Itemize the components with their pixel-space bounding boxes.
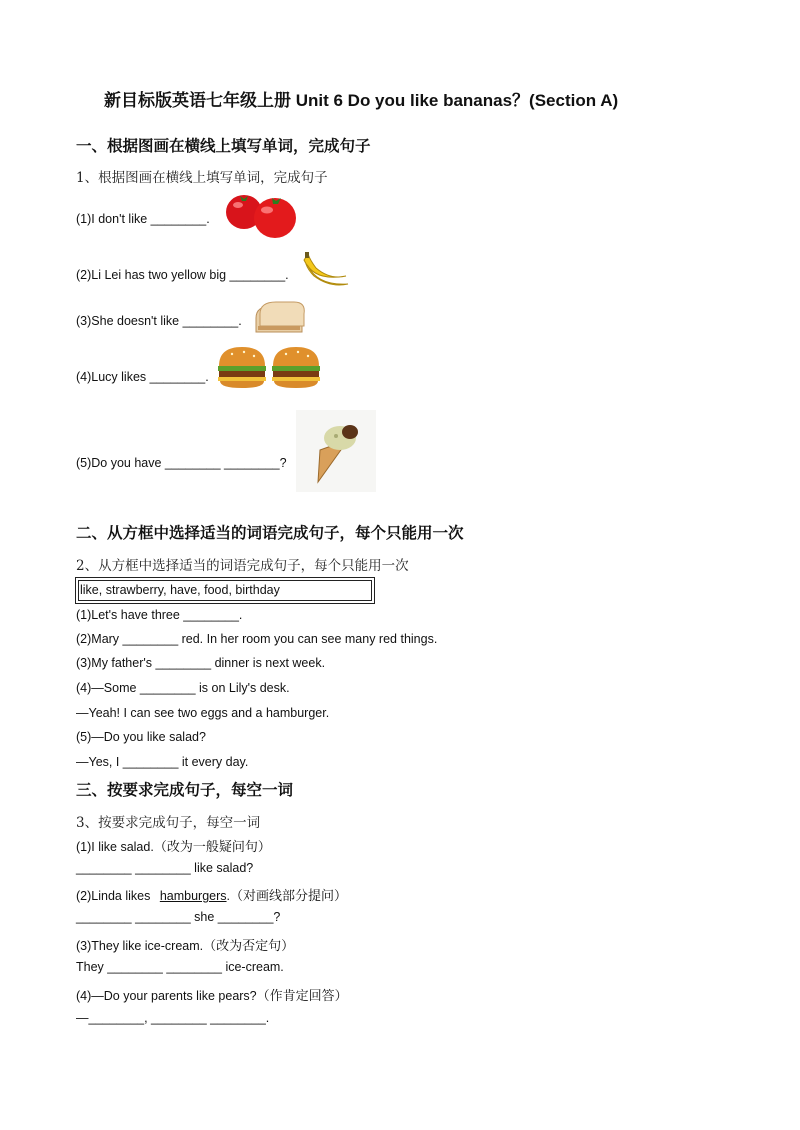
bananas-picture <box>300 250 352 290</box>
part3-q1-answer: ________ ________ like salad? <box>76 861 254 875</box>
word-box <box>75 577 375 604</box>
part3-q1 <box>76 836 271 855</box>
part1-item-3: (3)She doesn't like ________. <box>76 314 242 328</box>
part3-q2-answer: ________ ________ she ________? <box>76 910 281 924</box>
part1-item-4: (4)Lucy likes ________. <box>76 370 209 384</box>
part1-heading: 一、根据图画在横线上填写单词，完成句子 <box>76 138 371 155</box>
part3-q1-sentence: (1)I like salad. <box>76 840 154 854</box>
part2-heading: 二、从方框中选择适当的词语完成句子，每个只能用一次 <box>76 525 464 542</box>
word-box-text: like, strawberry, have, food, birthday <box>78 580 372 601</box>
part3-q1-note: （改为一般疑问句） <box>153 840 271 855</box>
part2-instruction: 2、从方框中选择适当的词语完成句子，每个只能用一次 <box>76 558 409 574</box>
part2-line-1: (1)Let's have three ________. <box>76 608 243 622</box>
page-title: 新目标版英语七年级上册 Unit 6 Do you like bananas？(Section A) <box>104 91 619 110</box>
part3-q4-note: （作肯定回答） <box>256 989 348 1004</box>
part3-q3 <box>76 935 294 954</box>
part3-q4-sentence: (4)—Do your parents like pears? <box>76 989 257 1003</box>
part2-line-3: (3)My father's ________ dinner is next week. <box>76 656 326 670</box>
part3-q2 <box>76 885 347 904</box>
part3-q2-note: （对画线部分提问） <box>230 889 348 904</box>
part3-q2-post: . <box>226 889 231 903</box>
part3-q4-answer: —________, ________ ________. <box>76 1011 270 1025</box>
part3-q3-note: （改为否定句） <box>203 939 295 954</box>
bread-picture <box>250 296 306 338</box>
part3-q3-sentence: (3)They like ice-cream. <box>76 939 204 953</box>
tomatoes-picture <box>220 188 300 242</box>
part1-item-2: (2)Li Lei has two yellow big ________. <box>76 268 289 282</box>
part1-item-5: (5)Do you have ________ ________? <box>76 456 287 470</box>
part2-line-6: (5)—Do you like salad? <box>76 730 206 744</box>
part3-q2-underlined: hamburgers <box>159 889 227 903</box>
part3-heading: 三、按要求完成句子，每空一词 <box>76 782 294 799</box>
part3-q2-pre: (2)Linda likes <box>76 889 154 903</box>
hamburgers-picture <box>216 344 322 390</box>
part3-instruction: 3、按要求完成句子，每空一词 <box>76 815 261 831</box>
part2-line-7: —Yes, I ________ it every day. <box>76 755 249 769</box>
part2-line-5: —Yeah! I can see two eggs and a hamburger. <box>76 706 330 720</box>
part1-instruction: 1、根据图画在横线上填写单词，完成句子 <box>76 170 328 186</box>
part3-q4 <box>76 985 348 1004</box>
part1-item-1: (1)I don't like ________. <box>76 212 210 226</box>
part2-line-2: (2)Mary ________ red. In her room you can see many red things. <box>76 632 438 646</box>
part3-q3-answer: They ________ ________ ice-cream. <box>76 960 284 974</box>
ice-cream-picture <box>296 410 376 492</box>
part2-line-4: (4)—Some ________ is on Lily's desk. <box>76 681 290 695</box>
